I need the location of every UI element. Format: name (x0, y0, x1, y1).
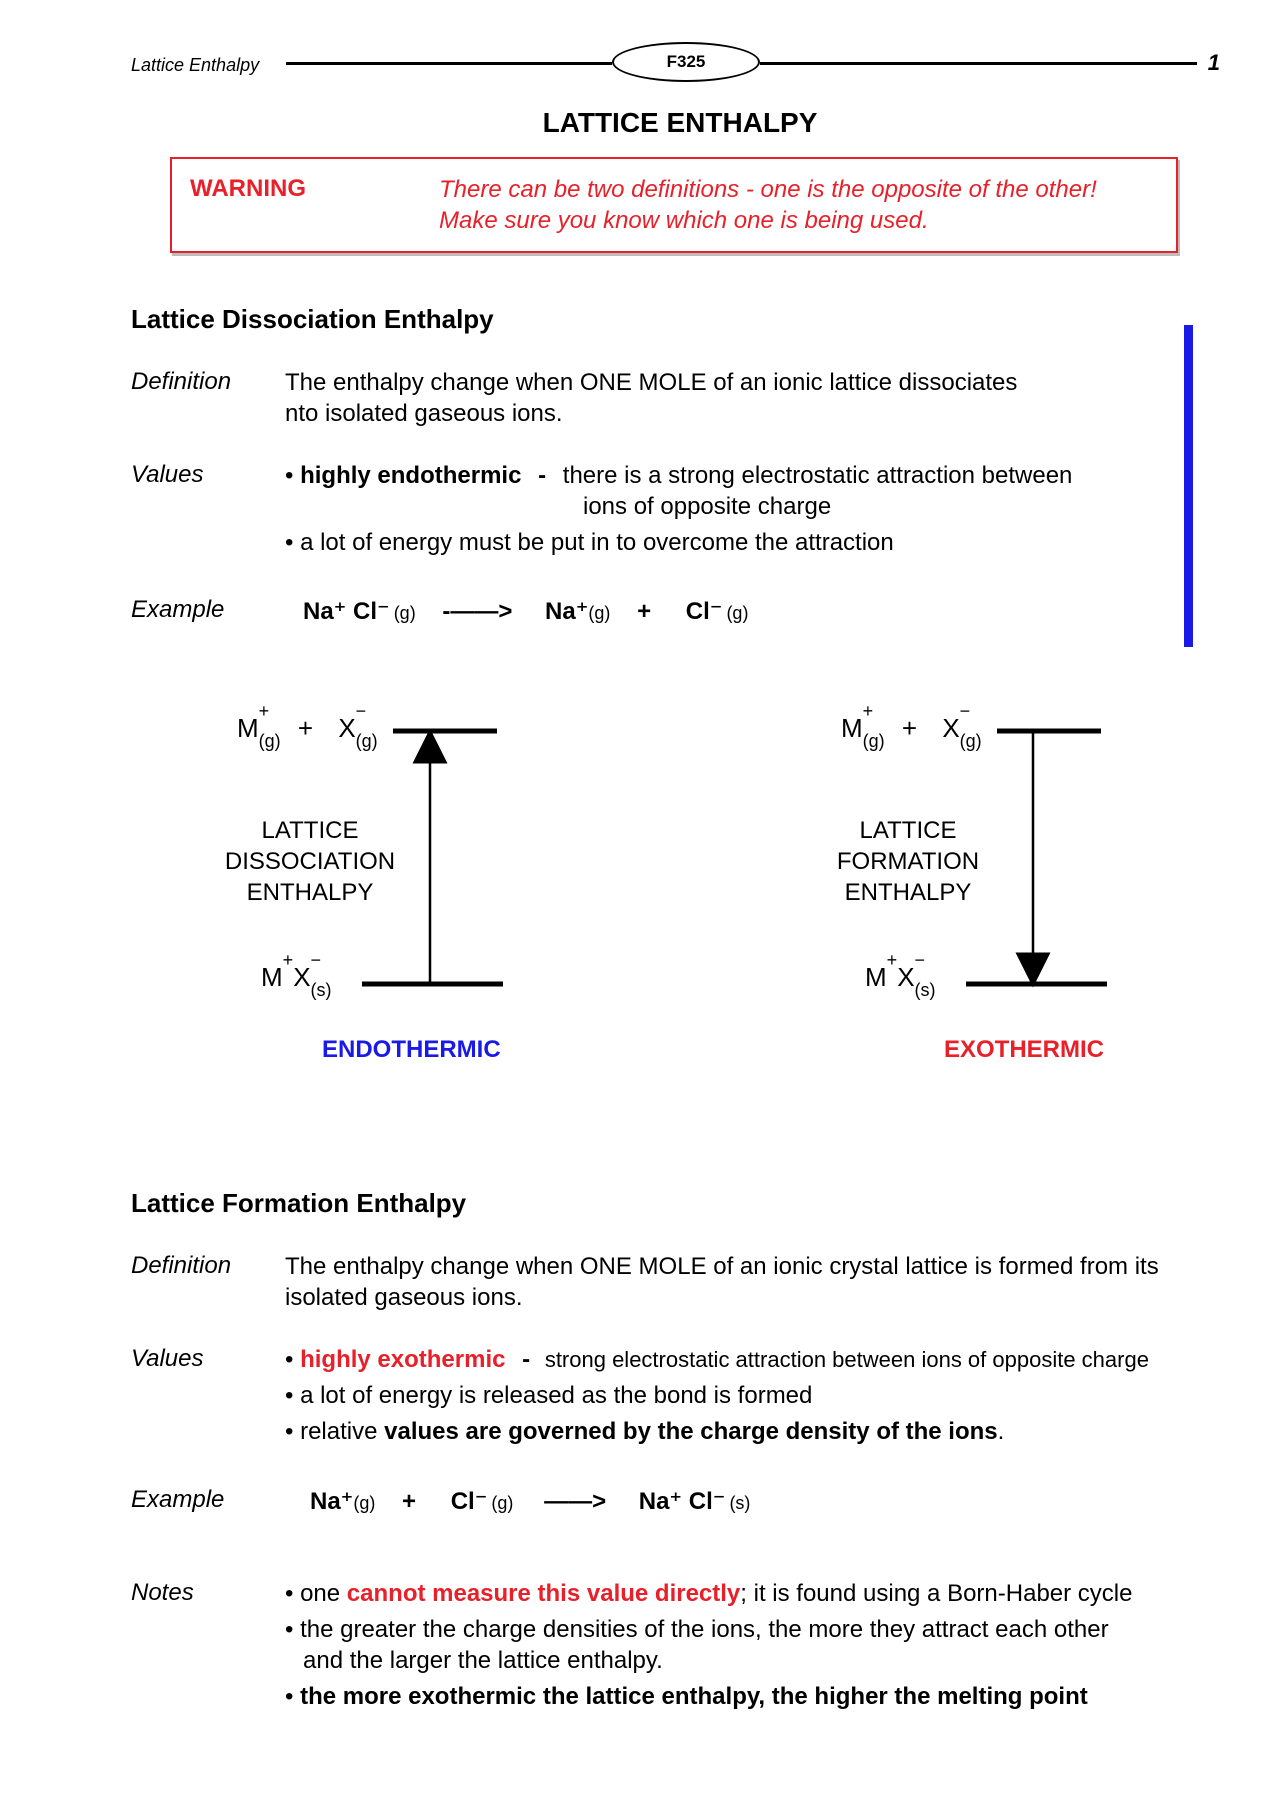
margin-bar (1184, 325, 1193, 647)
note-3-text: the more exothermic the lattice enthalpy, the higher the melting point (300, 1683, 1088, 1710)
note-1-prefix: one (300, 1580, 347, 1607)
formation-definition-label: Definition (131, 1252, 232, 1279)
formation-heading: Lattice Formation Enthalpy (131, 1188, 467, 1218)
label-line: ENTHALPY (246, 879, 374, 906)
note-2-line-2: and the larger the lattice enthalpy. (303, 1647, 663, 1674)
note-1-emphasis: cannot measure this value directly (346, 1580, 741, 1607)
eq-reactant-2: Cl⁻ (450, 1488, 488, 1515)
left-bottom-species: M+X − $_{(s)}$ (261, 950, 332, 1000)
dissociation-value-1-rest: there is a strong electrostatic attraction between (562, 462, 1073, 489)
note-1-suffix: ; it is found using a Born-Haber cycle (740, 1580, 1133, 1607)
formation-definition (285, 1251, 1159, 1313)
eq-product: Na⁺ Cl⁻ (638, 1488, 726, 1515)
label-line: ENTHALPY (844, 879, 972, 906)
dissociation-value-2-text: a lot of energy must be put in to overcome the attraction (300, 529, 894, 556)
plus: + (901, 713, 918, 743)
eq-reactant-2-state: (g) (491, 1493, 514, 1513)
dissociation-value-2 (285, 527, 894, 558)
formation-definition-line-1: The enthalpy change when ONE MOLE of an ionic crystal lattice is formed from its (285, 1253, 1159, 1280)
highly-endothermic-text: highly endothermic (300, 462, 522, 489)
dissociation-definition-line-2: nto isolated gaseous ions. (285, 400, 563, 427)
eq-product-2-state: (g) (726, 603, 749, 623)
state-g: (g) (355, 731, 378, 751)
eq-product-1-state: (g) (588, 603, 611, 623)
eq-product-2: Cl⁻ (685, 598, 723, 625)
eq-arrow: ——> (544, 1488, 607, 1515)
eq-reactant: Na⁺ Cl⁻ (303, 598, 390, 625)
left-diagram-label (210, 815, 410, 908)
note-1 (285, 1578, 1132, 1609)
header-title: Lattice Enthalpy (131, 55, 260, 75)
module-code-badge: F325 (612, 42, 760, 82)
eq-reactant-1: Na⁺ (310, 1488, 354, 1515)
warning-text (439, 174, 1097, 236)
formation-equation (310, 1487, 750, 1516)
label-line: LATTICE (261, 817, 359, 844)
eq-product-1: Na⁺ (545, 598, 589, 625)
enthalpy-level-diagrams (0, 690, 1280, 1070)
endothermic-caption: ENDOTHERMIC (322, 1036, 501, 1063)
formation-example-label: Example (131, 1486, 225, 1513)
eq-plus: + (402, 1488, 417, 1515)
note-3 (285, 1681, 1088, 1712)
right-bottom-species: M+X − $_{(s)}$ (865, 950, 936, 1000)
warning-line-2: Make sure you know which one is being used. (439, 207, 929, 234)
notes-label: Notes (131, 1579, 194, 1606)
eq-reactant-1-state: (g) (353, 1493, 376, 1513)
dissociation-equation (303, 597, 748, 626)
right-top-species: M + $_{(g)}$ + X − $_{(g)}$ (841, 701, 982, 751)
dissociation-value-1 (285, 460, 1072, 491)
header-rule-left (286, 62, 612, 65)
formation-definition-line-2: isolated gaseous ions. (285, 1284, 523, 1311)
dissociation-definition (285, 367, 1017, 429)
species-x: X (338, 713, 356, 743)
formation-value-2-text: a lot of energy is released as the bond is formed (300, 1382, 813, 1409)
species-m: M (237, 713, 259, 743)
species-m: M (841, 713, 863, 743)
formation-value-2 (285, 1380, 812, 1411)
warning-line-1: There can be two definitions - one is the opposite of the other! (439, 176, 1097, 203)
plus: + (297, 713, 314, 743)
eq-reactant-state: (g) (393, 603, 416, 623)
right-diagram-label (808, 815, 1008, 908)
value-3-suffix: . (997, 1418, 1005, 1445)
eq-arrow: -——> (442, 598, 513, 625)
dissociation-example-label: Example (131, 596, 225, 623)
highly-exothermic-text: highly exothermic (300, 1346, 506, 1373)
plus-charge: + (282, 950, 294, 971)
species-x: X (897, 962, 915, 992)
note-2-line-1: the greater the charge densities of the ions, the more they attract each other (300, 1616, 1109, 1643)
state-s: (s) (914, 980, 936, 1000)
page-title: LATTICE ENTHALPY (542, 107, 818, 138)
page-number: 1 (1207, 50, 1220, 75)
warning-label: WARNING (190, 175, 306, 202)
formation-value-1-rest: strong electrostatic attraction between ions of opposite charge (544, 1347, 1149, 1372)
dissociation-values-label: Values (131, 461, 204, 488)
note-2 (285, 1614, 1109, 1645)
header-rule-right (760, 62, 1197, 65)
dissociation-value-1-line-2: ions of opposite charge (583, 493, 832, 520)
label-line: DISSOCIATION (224, 848, 396, 875)
state-g: (g) (258, 731, 281, 751)
dash: - (522, 1346, 531, 1373)
state-g: (g) (862, 731, 885, 751)
species-m: M (261, 962, 283, 992)
value-3-prefix: relative (300, 1418, 385, 1445)
state-g: (g) (959, 731, 982, 751)
species-x: X (293, 962, 311, 992)
dissociation-definition-line-1: The enthalpy change when ONE MOLE of an ionic lattice dissociates (285, 369, 1018, 396)
formation-values-label: Values (131, 1345, 204, 1372)
exothermic-caption: EXOTHERMIC (944, 1036, 1105, 1063)
formation-value-1 (285, 1344, 1149, 1375)
eq-plus: + (637, 598, 652, 625)
dissociation-definition-label: Definition (131, 368, 232, 395)
state-s: (s) (310, 980, 332, 1000)
plus-charge: + (886, 950, 898, 971)
species-x: X (942, 713, 960, 743)
value-3-bold: values are governed by the charge density of the ions (384, 1418, 998, 1445)
left-top-species: M + $_{(g)}$ + X − $_{(g)}$ (237, 701, 378, 751)
label-line: LATTICE (859, 817, 957, 844)
formation-value-3 (285, 1416, 1004, 1447)
dissociation-heading: Lattice Dissociation Enthalpy (131, 304, 494, 334)
species-m: M (865, 962, 887, 992)
label-line: FORMATION (836, 848, 980, 875)
eq-product-state: (s) (729, 1493, 751, 1513)
dash: - (538, 462, 547, 489)
